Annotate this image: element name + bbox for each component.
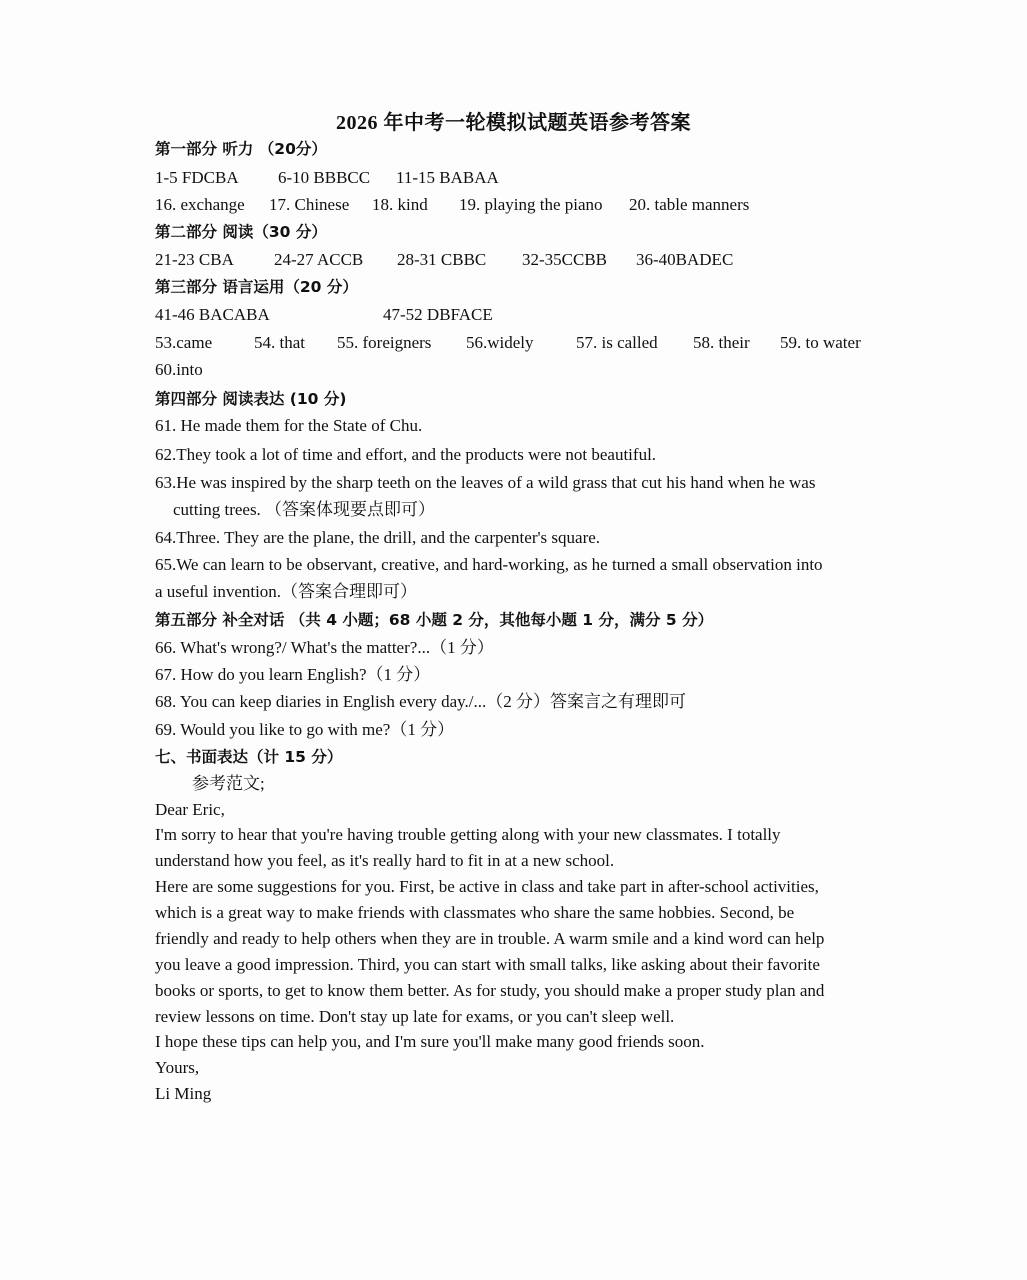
letter-signature: Li Ming bbox=[155, 1084, 212, 1103]
part1-answers-row1 bbox=[155, 167, 499, 189]
answer-group: 11-15 BABAA bbox=[396, 168, 499, 187]
part3-answers-row1 bbox=[155, 304, 493, 326]
letter-line: review lessons on time. Don't stay up late for exams, or you can't sleep well. bbox=[155, 1007, 675, 1026]
letter-line: understand how you feel, as it's really hard to fit in at a new school. bbox=[155, 851, 615, 870]
answer-group: 28-31 CBBC bbox=[397, 250, 487, 269]
part3-answers-row3: 60.into bbox=[155, 360, 203, 379]
part4-heading: 第四部分 阅读表达 (10 分) bbox=[155, 390, 347, 408]
letter-line: I'm sorry to hear that you're having trouble getting along with your new classmates. I totally bbox=[155, 825, 781, 844]
letter-greeting: Dear Eric, bbox=[155, 800, 225, 819]
answer-group: 24-27 ACCB bbox=[274, 250, 364, 269]
answer-group: 47-52 DBFACE bbox=[383, 305, 493, 324]
answer-item: 55. foreigners bbox=[337, 333, 432, 352]
answer-group: 1-5 FDCBA bbox=[155, 168, 239, 187]
answer-item: 53.came bbox=[155, 333, 213, 352]
answer-68: 68. You can keep diaries in English every day./...（2 分）答案言之有理即可 bbox=[155, 692, 687, 711]
letter-line: which is a great way to make friends with classmates who share the same hobbies. Second, be bbox=[155, 903, 795, 922]
answer-group: 41-46 BACABA bbox=[155, 305, 270, 324]
letter-line: Here are some suggestions for you. First, be active in class and take part in after-school activities, bbox=[155, 877, 819, 896]
sample-essay-label: 参考范文; bbox=[192, 774, 265, 793]
part2-heading: 第二部分 阅读（30 分） bbox=[155, 223, 327, 241]
answer-63-line1: 63.He was inspired by the sharp teeth on the leaves of a wild grass that cut his hand when he was bbox=[155, 473, 816, 492]
answer-item: 19. playing the piano bbox=[459, 195, 603, 214]
part1-answers-row2 bbox=[155, 194, 749, 216]
part5-heading: 第五部分 补全对话 （共 4 小题；68 小题 2 分，其他每小题 1 分，满分 5 分） bbox=[155, 611, 714, 629]
answer-65-line1: 65.We can learn to be observant, creative, and hard-working, as he turned a small observation into bbox=[155, 555, 823, 574]
letter-closing: Yours, bbox=[155, 1058, 200, 1077]
letter-paragraph-3: I hope these tips can help you, and I'm sure you'll make many good friends soon. bbox=[155, 1032, 705, 1051]
letter-paragraph-1 bbox=[155, 822, 871, 874]
answer-63-line2: cutting trees. （答案体现要点即可） bbox=[173, 500, 436, 519]
answer-61: 61. He made them for the State of Chu. bbox=[155, 416, 423, 435]
answer-item: 54. that bbox=[254, 333, 305, 352]
part2-answers-row1 bbox=[155, 249, 733, 271]
part3-answers-row2 bbox=[155, 332, 861, 354]
answer-group: 32-35CCBB bbox=[522, 250, 608, 269]
answer-65-line2: a useful invention.（答案合理即可） bbox=[155, 582, 418, 601]
answer-69: 69. Would you like to go with me?（1 分） bbox=[155, 720, 455, 739]
answer-item: 58. their bbox=[693, 333, 750, 352]
answer-group: 21-23 CBA bbox=[155, 250, 234, 269]
letter-paragraph-2 bbox=[155, 874, 871, 1030]
letter-line: you leave a good impression. Third, you can start with small talks, like asking about their favorite bbox=[155, 955, 820, 974]
answer-item: 20. table manners bbox=[629, 195, 750, 214]
answer-67: 67. How do you learn English?（1 分） bbox=[155, 665, 431, 684]
answer-62: 62.They took a lot of time and effort, and the products were not beautiful. bbox=[155, 445, 657, 464]
answer-item: 16. exchange bbox=[155, 195, 245, 214]
part1-heading: 第一部分 听力 （20分） bbox=[155, 140, 327, 158]
answer-item: 59. to water bbox=[780, 333, 861, 352]
letter-line: friendly and ready to help others when they are in trouble. A warm smile and a kind word can help bbox=[155, 929, 825, 948]
page-title: 2026 年中考一轮模拟试题英语参考答案 bbox=[336, 112, 691, 134]
answer-item: 56.widely bbox=[466, 333, 534, 352]
letter-line: books or sports, to get to know them better. As for study, you should make a proper study plan and bbox=[155, 981, 825, 1000]
answer-64: 64.Three. They are the plane, the drill, and the carpenter's square. bbox=[155, 528, 601, 547]
answer-item: 57. is called bbox=[576, 333, 658, 352]
answer-item: 17. Chinese bbox=[269, 195, 350, 214]
answer-66: 66. What's wrong?/ What's the matter?...（1 分） bbox=[155, 638, 494, 657]
part7-heading: 七、书面表达（计 15 分） bbox=[155, 748, 343, 766]
answer-item: 18. kind bbox=[372, 195, 428, 214]
part3-heading: 第三部分 语言运用（20 分） bbox=[155, 278, 358, 296]
answer-group: 6-10 BBBCC bbox=[278, 168, 371, 187]
answer-group: 36-40BADEC bbox=[636, 250, 734, 269]
